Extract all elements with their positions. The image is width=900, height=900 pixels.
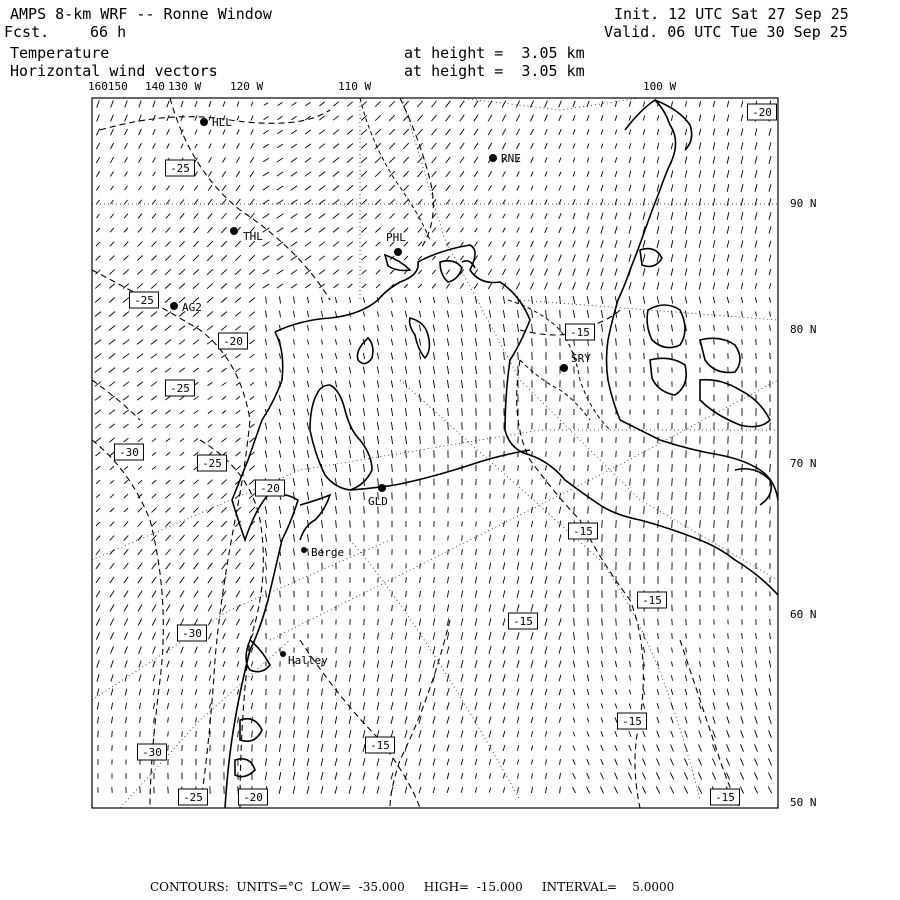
graticule-line-f [350,540,520,800]
field1-name: Temperature [10,44,110,62]
grounding-line [508,300,610,430]
valid-time: Valid. 06 UTC Tue 30 Sep 25 [604,23,848,41]
contour-label-text: -30 [119,446,139,459]
island [650,358,686,395]
graticule-line-h [92,540,390,700]
contour-label-text: -20 [752,106,772,119]
island [700,338,740,372]
lon-label-140: 140 [145,80,165,93]
coastline-peninsula-east [620,420,778,500]
contour-label-text: -20 [243,791,263,804]
lat-label-70: 70 N [790,457,817,470]
lon-label-100: 100 W [643,80,677,93]
contour-label-text: -20 [223,335,243,348]
station-marker-thl [230,227,238,235]
graticule-line-g [400,380,700,800]
coastline-weddell [225,332,298,808]
field2-level: at height = 3.05 km [404,62,585,80]
graticule-line-e [270,380,778,640]
contour-line [517,360,580,520]
lon-label-110: 110 W [338,80,372,93]
graticule-line-j [460,98,640,110]
temperature-contours [92,98,740,808]
island [410,318,430,358]
island [240,719,262,742]
station-marker-berg [301,547,307,553]
lat-label-60: 60 N [790,608,817,621]
graticule [92,98,778,808]
island [246,640,270,672]
station-label-berg: Berge [311,546,345,559]
coastline-berkner-island [310,385,372,490]
lon-label-160: 160150 [88,80,128,93]
contour-line [92,380,140,420]
station-marker-sry [560,364,568,372]
lat-label-80: 80 N [790,323,817,336]
contour-line [400,98,433,250]
contour-line [200,440,263,808]
lon-label-130: 130 W [168,80,202,93]
contour-value-labels [115,104,777,805]
coastline-inlet [300,495,330,540]
contour-line [92,270,250,808]
lat-label-50: 50 N [790,796,817,809]
grounding-line [520,360,590,420]
contour-label-text: -25 [170,162,190,175]
contour-label-text: -15 [570,326,590,339]
station-label-phl: PHL [386,231,406,244]
contour-label-text: -15 [715,791,735,804]
contour-line [680,640,740,808]
station-label-hll: HLL [212,116,232,129]
contour-label-text: -25 [134,294,154,307]
contour-legend: CONTOURS: UNITS=°C LOW= -35.000 HIGH= -15.000 INTERVAL= 5.0000 [150,880,675,894]
forecast-hours: 66 h [90,23,127,41]
lat-label-90: 90 N [790,197,817,210]
station-marker-phl [394,248,402,256]
graticule-line-d [92,430,778,560]
graticule-line-i [120,640,290,808]
lon-label-120: 120 W [230,80,264,93]
contour-label-text: -15 [370,739,390,752]
island [647,305,685,348]
contour-label-text: -15 [513,615,533,628]
island [700,380,770,427]
contour-line [170,98,330,300]
contour-label-text: -25 [170,382,190,395]
contour-label-text: -25 [183,791,203,804]
forecast-label: Fcst. [4,23,50,41]
station-label-sry: SRY [571,352,591,365]
station-marker-halley [280,651,286,657]
field1-level: at height = 3.05 km [404,44,585,62]
contour-label-text: -25 [202,457,222,470]
contour-label-text: -15 [642,594,662,607]
station-marker-rne [489,154,497,162]
coastline-ice-front [350,450,530,490]
station-marker-hll [200,118,208,126]
station-label-gld: GLD [368,495,388,508]
island [357,338,372,364]
contour-label-text: -15 [573,525,593,538]
station-marker-gld [378,484,386,492]
station-markers [170,116,591,667]
station-label-halley: Halley [288,654,328,667]
grounding-line [360,98,430,240]
station-marker-agz [170,302,178,310]
coastline-peninsula [275,245,778,595]
station-label-thl: THL [243,230,263,243]
station-label-agz: AG2 [182,301,202,314]
field2-name: Horizontal wind vectors [10,62,218,80]
contour-label-text: -30 [142,746,162,759]
model-title: AMPS 8-km WRF -- Ronne Window [10,5,272,23]
grounding-lines [360,98,610,430]
island [440,261,462,282]
station-label-rne: RNE [501,152,521,165]
init-time: Init. 12 UTC Sat 27 Sep 25 [614,5,849,23]
map-frame [92,98,778,808]
contour-label-text: -15 [622,715,642,728]
contour-label-text: -30 [182,627,202,640]
island [640,249,662,267]
contour-label-text: -20 [260,482,280,495]
